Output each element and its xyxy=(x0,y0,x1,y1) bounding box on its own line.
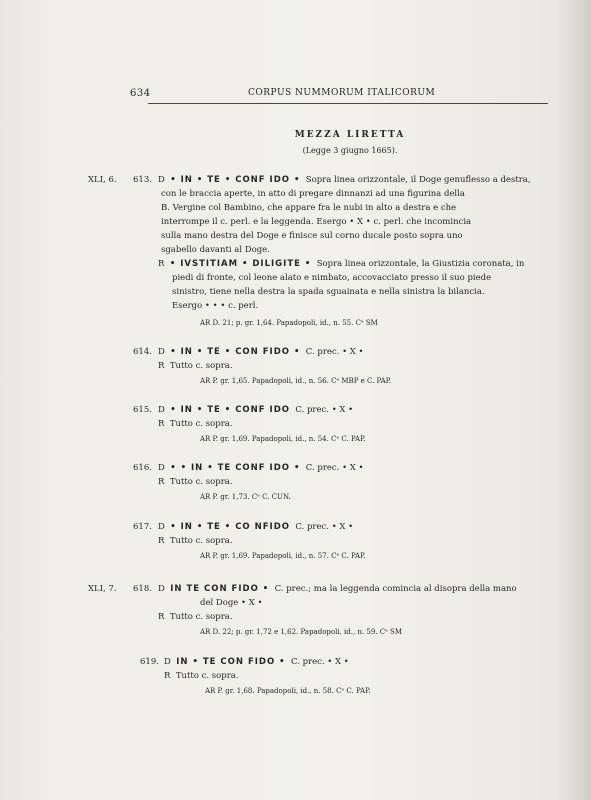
page-number: 634 xyxy=(130,88,151,99)
obverse-line: D IN TE CON FIDO • C. prec.; ma la leggenda comincia al disopra della mano xyxy=(158,584,517,594)
reverse-line: R Tutto c. sopra. xyxy=(158,612,233,622)
entry-number: 614. xyxy=(133,347,152,357)
description-text: Tutto c. sopra. xyxy=(169,536,233,546)
description-text: Sopra linea orizzontale, la Giustizia coronata, in xyxy=(316,259,525,269)
description-text: C. prec. • X • xyxy=(305,463,364,473)
obverse-sigil: D xyxy=(158,175,165,185)
description-text: Sopra linea orizzontale, il Doge genuflesso a destra, xyxy=(305,175,531,185)
entry-number: 617. xyxy=(133,522,152,532)
obverse-legend: • IN • TE • CONF IDO • xyxy=(170,175,301,185)
description-text: C. prec. • X • xyxy=(305,347,364,357)
description-text: Tutto c. sopra. xyxy=(169,612,233,622)
section-title: MEZZA LIRETTA xyxy=(294,130,406,140)
obverse-legend: IN TE CON FIDO • xyxy=(170,584,270,594)
specimen-meta: AR P. gr. 1,73. Cᵉ C. CUN. xyxy=(200,493,291,501)
obverse-line xyxy=(158,175,531,185)
obverse-legend: • IN • TE • CONF IDO xyxy=(170,405,290,415)
specimen-meta: AR P. gr. 1,69. Papadopoli, id., n. 57. Cᵉ C. PAP. xyxy=(200,552,366,560)
reverse-sigil: R xyxy=(158,259,165,269)
obverse-legend: IN • TE CON FIDO • xyxy=(176,657,286,667)
obverse-line: D • • IN • TE CONF IDO • C. prec. • X • xyxy=(158,463,364,473)
description-line: interrompe il c. perl. e la leggenda. Esergo • X • c. perl. che incomincia xyxy=(161,217,472,227)
specimen-meta: AR D. 22; p. gr. 1,72 e 1,62. Papadopoli, id., n. 59. Cᵉ SM xyxy=(200,628,403,636)
reverse-line: R Tutto c. sopra. xyxy=(158,536,233,546)
reverse-line: R Tutto c. sopra. xyxy=(158,419,233,429)
description-line: del Doge • X • xyxy=(200,598,263,608)
obverse-line: D IN • TE CON FIDO • C. prec. • X • xyxy=(164,657,349,667)
specimen-meta: AR P. gr. 1,68. Papadopoli, id., n. 58. Cᵉ C. PAP. xyxy=(205,687,371,695)
entry-number: 618. xyxy=(133,584,152,594)
entry-number: 619. xyxy=(140,657,159,667)
description-text: C. prec.; ma la leggenda comincia al disopra della mano xyxy=(274,584,517,594)
description-line: sgabello davanti al Doge. xyxy=(161,245,270,255)
description-text: Tutto c. sopra. xyxy=(169,477,233,487)
description-text: C. prec. • X • xyxy=(291,657,349,667)
reverse-line: R Tutto c. sopra. xyxy=(158,477,233,487)
description-line: B. Vergine col Bambino, che appare fra le nubi in alto a destra e che xyxy=(161,203,457,213)
running-title: CORPUS NUMMORUM ITALICORUM xyxy=(248,88,436,98)
description-line: con le braccia aperte, in atto di pregare dinnanzi ad una figurina della xyxy=(161,189,465,199)
header-rule xyxy=(148,103,548,104)
description-line: sulla mano destra del Doge e finisce sul corno ducale posto sopra uno xyxy=(161,231,463,241)
description-line: piedi di fronte, col leone alato e nimbato, accovacciato presso il suo piede xyxy=(172,273,492,283)
section-subtitle: (Legge 3 giugno 1665). xyxy=(302,146,398,155)
specimen-meta: AR P. gr. 1,69. Papadopoli, id., n. 54. Cᵉ C. PAP. xyxy=(200,435,366,443)
reverse-line: R Tutto c. sopra. xyxy=(164,671,239,681)
description-text: Tutto c. sopra. xyxy=(175,671,239,681)
description-text: Tutto c. sopra. xyxy=(169,419,233,429)
reverse-legend: • IVSTITIAM • DILIGITE • xyxy=(169,259,312,269)
description-text: C. prec. • X • xyxy=(295,405,354,415)
obverse-legend: • IN • TE • CO NFIDO xyxy=(170,522,290,532)
entry-number: 616. xyxy=(133,463,152,473)
reverse-line: R Tutto c. sopra. xyxy=(158,361,233,371)
specimen-meta: AR P. gr. 1,65. Papadopoli, id., n. 56. Cᵉ MBP e C. PAP. xyxy=(200,377,392,385)
entry-number: 613. xyxy=(133,175,152,185)
obverse-line: D • IN • TE • CON FIDO • C. prec. • X • xyxy=(158,347,364,357)
description-line: sinistro, tiene nella destra la spada sguainata e nella sinistra la bilancia. xyxy=(172,287,485,297)
specimen-meta: AR D. 21; p. gr. 1,64. Papadopoli, id., n. 55. Cᵉ SM xyxy=(200,319,378,327)
description-text: C. prec. • X • xyxy=(295,522,354,532)
running-header xyxy=(130,86,550,104)
obverse-legend: • • IN • TE CONF IDO • xyxy=(170,463,301,473)
plate-reference: XLI, 6. xyxy=(88,175,117,185)
reverse-line xyxy=(158,259,524,269)
obverse-line: D • IN • TE • CO NFIDO C. prec. • X • xyxy=(158,522,354,532)
description-line: Esergo • • • c. perl. xyxy=(172,301,259,311)
entry-number: 615. xyxy=(133,405,152,415)
obverse-legend: • IN • TE • CON FIDO • xyxy=(170,347,301,357)
plate-reference: XLI, 7. xyxy=(88,584,117,594)
description-text: Tutto c. sopra. xyxy=(169,361,233,371)
obverse-line: D • IN • TE • CONF IDO C. prec. • X • xyxy=(158,405,354,415)
